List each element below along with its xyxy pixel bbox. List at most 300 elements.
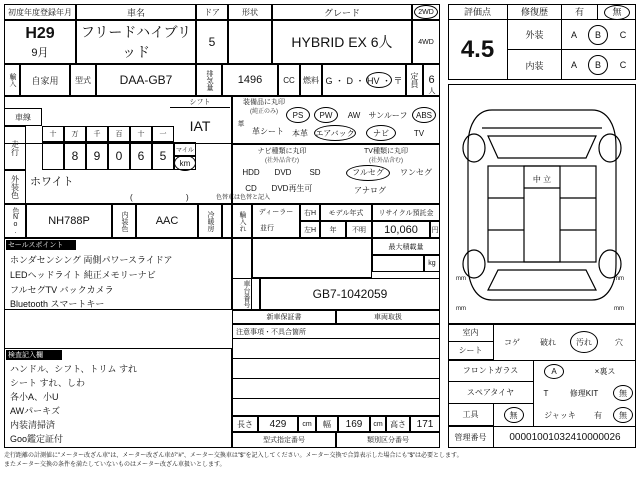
meter-col-head-1 — [64, 126, 86, 142]
exterior-grade-b-circle — [588, 25, 608, 45]
front-glass-x — [574, 360, 636, 382]
capacity-value-text: 6 — [428, 74, 435, 86]
model-year-label — [320, 204, 372, 221]
height-value — [410, 416, 440, 432]
equip-tv — [406, 126, 432, 140]
type-value — [96, 64, 196, 96]
spare-tire-label — [448, 382, 534, 404]
inspection-title-text: 検査記入欄 — [8, 352, 43, 359]
navi-hdd-text: HDD — [242, 168, 260, 177]
sales-line-0 — [10, 252, 228, 266]
shift-label — [170, 97, 230, 108]
control-number-value — [494, 426, 636, 448]
type-label — [70, 64, 96, 96]
cooler-label — [198, 204, 222, 238]
dealer-label-text: ディーラー — [258, 209, 294, 216]
navi-hdd — [238, 166, 264, 179]
new-car-warranty-label-text: 新車保証書 — [266, 314, 302, 321]
meter-col-head-2-text: 千 — [93, 131, 101, 138]
class-label-text: 類別区分番号 — [367, 437, 409, 444]
month-unit: 月 — [37, 46, 49, 59]
notes-label — [236, 326, 356, 338]
meter-col-head-4 — [130, 126, 152, 142]
equip-airbag-circle — [314, 125, 356, 141]
equip-main-leather — [286, 126, 314, 140]
recycle-value — [372, 221, 430, 238]
footer-line-2: またメーター交換の条件を満たしていないものはメーター改ざん車扱いとします。 — [4, 461, 226, 468]
fuel-value — [322, 64, 406, 96]
rh-label-text: 右H — [303, 209, 317, 217]
registered-number-value — [252, 238, 372, 278]
tv-fullseg-text: フルセグ — [352, 168, 384, 177]
type-label-text: 型式 — [75, 75, 91, 85]
cooler-value — [222, 204, 232, 238]
interior-item-yabure — [530, 324, 566, 360]
equip-aw — [342, 108, 366, 122]
meter-digit-1-text: 8 — [71, 149, 79, 163]
length-label — [232, 416, 258, 432]
header-shape-label-text: 形状 — [242, 7, 258, 17]
max-load-value — [372, 255, 424, 272]
meter-unit-mile-text: マイル — [176, 147, 194, 154]
diagram-mm-br — [614, 306, 624, 312]
fuel-label-text: 燃料 — [303, 75, 319, 85]
inspection-line-3-text: AWパーキズ — [10, 406, 60, 416]
equip-leather-kanji-text: 革 — [237, 121, 245, 128]
color-no-label-text: 色No. — [12, 207, 19, 235]
interior-item-koge-text: コゲ — [504, 337, 520, 347]
interior-grade-c — [610, 50, 636, 80]
spare-tire-none-text: 無 — [619, 388, 627, 398]
equip-sunroof-text: サンルーフ — [368, 110, 408, 120]
exterior-color-paren-r-text: ) — [186, 192, 189, 202]
inspection-line-2-text: 各小A、小U — [10, 392, 59, 402]
inspection-line-1-text: シート すれ、しわ — [10, 378, 86, 388]
inspection-line-2 — [10, 390, 228, 403]
spare-tire-kit — [558, 382, 610, 404]
spare-tire-none-circle — [613, 385, 633, 401]
type-value-text: DAA-GB7 — [119, 73, 173, 87]
fuel-value-text: G ・ D ・ HV ・ 〒 — [325, 75, 403, 86]
meter-block-outline — [4, 144, 232, 204]
navi-sd — [302, 166, 328, 179]
tv-note — [336, 155, 436, 164]
fuel-hv-circle — [366, 72, 392, 88]
line-label — [4, 108, 42, 126]
history-no-circle — [604, 5, 630, 20]
equip-main-leather-text: 本革 — [292, 128, 308, 138]
equip-leather-seat-text: 革シート — [252, 126, 284, 136]
interior-grade-label-text: 内装 — [525, 60, 544, 71]
sales-points-title-text: セールスポイント — [8, 242, 64, 249]
header-4wd-label — [412, 20, 440, 64]
score-title — [448, 4, 508, 20]
owner-type — [20, 64, 70, 96]
displacement-label — [196, 64, 222, 96]
width-value-text: 169 — [345, 418, 363, 430]
tv-oneseg-text: ワンセグ — [400, 168, 432, 177]
height-label — [386, 416, 410, 432]
exterior-color-label-text: 外装色 — [10, 175, 20, 199]
exterior-grade-a-text: A — [570, 29, 577, 40]
equip-ps-circle — [286, 107, 310, 123]
equip-abs-text: ABS — [415, 110, 432, 120]
header-name-label-text: 車名 — [126, 7, 145, 18]
jack-label-text: ジャッキ — [544, 410, 576, 420]
frame-number-value-text: GB7-1042059 — [312, 287, 388, 301]
length-unit-text: cm — [302, 420, 312, 428]
inspection-title — [6, 350, 62, 360]
tools-none-left-text: 無 — [509, 410, 518, 420]
interior-item-ana-text: 穴 — [615, 337, 623, 347]
car-diagram — [452, 88, 632, 320]
interior-seat-label-text: シート — [458, 346, 483, 355]
navi-dvd-text: DVD — [274, 168, 292, 177]
sales-line-0-text: ホンダセンシング 両側パワースライドア — [10, 254, 173, 265]
new-car-warranty-label — [232, 310, 336, 324]
vehicle-handling-label-text: 車両取扱 — [374, 314, 402, 321]
inspection-line-5-text: Goo鑑定証付 — [10, 434, 64, 444]
length-value — [258, 416, 298, 432]
grade-value-text: HYBRID EX 6人 — [291, 34, 393, 50]
equip-aw-text: AW — [347, 110, 361, 120]
frame-number-value — [260, 278, 440, 310]
history-title-text: 修復歴 — [520, 7, 548, 17]
front-glass-a-text: A — [551, 366, 557, 376]
drive-2wd-circle — [414, 5, 438, 19]
lh-label — [300, 221, 320, 238]
navi-note — [234, 155, 330, 164]
equip-navi-text: ナビ — [373, 128, 389, 138]
recycle-unit-text: 円 — [431, 226, 439, 234]
jack-no-circle — [613, 407, 633, 423]
equip-leather-kanji — [234, 118, 248, 130]
max-load-label-text: 最大積載量 — [388, 243, 424, 251]
header-name-label — [76, 4, 196, 20]
interior-room-label — [448, 324, 494, 342]
interior-item-koge — [494, 324, 530, 360]
car-diagram-svg — [452, 88, 632, 320]
jack-yes-text: 有 — [594, 410, 602, 420]
interior-room-label-text: 室内 — [462, 328, 479, 337]
dealer-sub-text: 並行 — [260, 225, 274, 232]
control-number-value-text: 00001001032410000026 — [509, 431, 621, 443]
history-yes — [562, 4, 598, 20]
notes-rule-3 — [232, 378, 440, 379]
score-value-text: 4.5 — [460, 36, 495, 63]
equip-ps-text: PS — [292, 110, 304, 120]
diagram-mm-br-text: mm — [614, 306, 624, 312]
vehicle-handling-label — [336, 310, 440, 324]
vehicle-name-text: フリードハイブリッド — [80, 24, 192, 60]
diagram-mm-tr-text: mm — [614, 276, 624, 282]
cc-unit — [278, 64, 300, 96]
owner-type-text: 自家用 — [31, 75, 59, 86]
exterior-grade-label-text: 外装 — [525, 30, 544, 40]
width-label-text: 幅 — [323, 419, 331, 429]
interior-grade-label — [508, 50, 562, 80]
sales-line-2 — [10, 282, 228, 296]
tv-analog — [348, 184, 392, 197]
tools-none-left-circle — [504, 407, 524, 423]
model-year-unknown — [346, 221, 372, 238]
notes-rule-4 — [232, 398, 440, 399]
history-title — [508, 4, 562, 20]
capacity-unit-text: 人 — [428, 88, 436, 95]
meter-col-head-3-text: 百 — [115, 131, 123, 138]
shift-label-text: シフト — [189, 99, 211, 106]
navi-cd-text: CD — [245, 184, 257, 193]
shape-value — [228, 20, 272, 64]
frame-number-label — [232, 278, 260, 310]
vehicle-name-value — [76, 20, 196, 64]
equip-abs-circle — [412, 107, 436, 123]
header-door-label-text: ドア — [204, 7, 220, 17]
door-value-text: 5 — [208, 35, 216, 49]
meter-digit-2-text: 9 — [93, 149, 101, 163]
max-load-unit — [424, 255, 440, 272]
max-load-label — [372, 238, 440, 255]
notes-label-text: 注意事項・不具合箇所 — [236, 329, 306, 336]
sales-line-3-text: Bluetooth スマートキー — [10, 298, 105, 309]
length-unit — [298, 416, 316, 432]
capacity-label — [406, 64, 423, 96]
equip-navi-circle — [366, 125, 396, 141]
color-note-text: 色替車は色替と記入 — [215, 194, 270, 201]
model-year-unit-text: 年 — [329, 226, 337, 234]
header-grade-label — [272, 4, 412, 20]
meter-digit-3-text: 0 — [115, 149, 123, 163]
control-number-label-text: 管理番号 — [454, 432, 487, 442]
header-shape-label — [228, 4, 272, 20]
inspection-line-0-text: ハンドル、シフト、トリム すれ — [10, 364, 137, 374]
spare-tire-kit-text: 修理KIT — [569, 388, 599, 398]
spare-tire-t — [534, 382, 558, 404]
meter-col-head-1-text: 万 — [71, 131, 79, 138]
jack-label — [534, 404, 586, 426]
length-value-text: 429 — [269, 418, 287, 430]
rh-label — [300, 204, 320, 221]
color-no-value — [26, 204, 112, 238]
diagram-mm-tl — [456, 276, 466, 282]
mileage-label-text: 走行 — [10, 140, 20, 156]
navi-label-text: ナビ種類に丸印 — [257, 148, 307, 155]
width-unit-text: cm — [373, 420, 383, 428]
import-label — [4, 64, 20, 96]
color-no-value-text: NH788P — [48, 215, 90, 227]
import-label-text: 輸入 — [9, 73, 16, 87]
sales-points-title — [6, 240, 76, 250]
lh-label-text: 左H — [303, 226, 317, 234]
navi-sd-text: SD — [309, 168, 321, 177]
inner-color-label-text: 内装色 — [121, 210, 128, 232]
capacity-unit — [424, 86, 440, 96]
color-no-label — [4, 204, 26, 238]
tools-label — [448, 404, 494, 426]
height-value-text: 171 — [416, 418, 434, 430]
tv-analog-text: アナログ — [354, 186, 386, 195]
meter-digit-4-text: 6 — [137, 149, 145, 163]
front-glass-a-circle — [544, 364, 564, 379]
navi-dvd-play — [266, 182, 318, 195]
equipment-note-text: (純正のみ) — [250, 108, 278, 115]
score-title-text: 評価点 — [463, 7, 491, 17]
equipment-label-text: 装備品に丸印 — [243, 99, 285, 106]
recycle-unit — [430, 221, 440, 238]
grade-value — [272, 20, 412, 64]
dealer-label — [252, 205, 300, 219]
footer-line-1: 走行距離の計測値に"メーター改ざん車"は、メーター改ざん車が"#"、メーター交換車は"$"を記入してください。メーター交換で合算表示した場合にも"$"は必要とします。 — [4, 453, 463, 459]
recycle-value-text: 10,060 — [384, 223, 418, 236]
header-grade-label-text: グレード — [323, 7, 360, 18]
recycle-label-text: リサイクル預託金 — [378, 209, 434, 217]
sales-line-1-text: LEDヘッドライト 純正メモリーナビ — [10, 269, 156, 280]
length-label-text: 長さ — [237, 419, 253, 429]
exterior-grade-a — [562, 20, 586, 50]
frame-number-label-text: 車台番号 — [243, 280, 250, 308]
tv-note-text: (社外品含む) — [369, 158, 403, 164]
inspection-line-1 — [10, 376, 228, 389]
header-year-label — [4, 4, 76, 20]
tv-fullseg-circle — [346, 165, 390, 181]
equip-pw-text: PW — [319, 110, 333, 120]
interior-grade-b-text: B — [594, 60, 601, 70]
model-year-unit — [320, 221, 346, 238]
tv-oneseg — [396, 166, 436, 179]
navi-note-text: (社外品含む) — [265, 158, 299, 164]
shift-value — [170, 110, 230, 142]
sales-line-1 — [10, 267, 228, 281]
equipment-note — [234, 106, 294, 114]
history-yes-text: 有 — [574, 7, 584, 17]
recycle-label — [372, 204, 440, 221]
footer-note — [4, 452, 636, 469]
capacity-label-text: 定員 — [410, 72, 419, 88]
exterior-grade-label — [508, 20, 562, 50]
cooler-label-text: 冷暖房 — [207, 210, 214, 232]
meter-unit-km-text: km — [179, 158, 191, 168]
diagram-mm-tr — [614, 276, 624, 282]
model-year-label-text: モデル年式 — [328, 209, 364, 217]
jack-yes — [586, 404, 610, 426]
front-glass-label-text: フロントガラス — [462, 366, 519, 375]
width-value — [338, 416, 370, 432]
class-label — [336, 432, 440, 448]
exterior-grade-c — [610, 20, 636, 50]
inspection-line-0 — [10, 362, 228, 375]
header-4wd-text: 4WD — [418, 38, 434, 46]
model-spec-label-text: 型式指定番号 — [263, 437, 305, 444]
front-glass-label — [448, 360, 534, 382]
front-glass-x-text: ×裏ス — [594, 366, 616, 376]
meter-col-head-4-text: 十 — [137, 131, 145, 138]
model-spec-label — [232, 432, 336, 448]
inspection-line-3 — [10, 404, 228, 417]
score-value — [448, 20, 508, 80]
height-label-text: 高さ — [390, 419, 406, 429]
meter-col-head-0-text: 十 — [49, 131, 57, 138]
interior-item-yabure-text: 破れ — [540, 337, 556, 347]
shift-value-text: IAT — [189, 118, 211, 134]
inner-color-label — [112, 204, 136, 238]
tv-label-text: TV種類に丸印 — [364, 148, 408, 155]
header-year-label-text: 初度年度登録年月 — [8, 7, 72, 17]
tools-label-text: 工具 — [462, 410, 479, 419]
interior-item-yogore-text: 汚れ — [576, 337, 592, 347]
navi-cd — [238, 182, 264, 195]
spare-tire-label-text: スペアタイヤ — [466, 388, 515, 397]
diagram-mm-bl — [456, 306, 466, 312]
control-number-label — [448, 426, 494, 448]
width-unit — [370, 416, 386, 432]
inner-color-value — [136, 204, 198, 238]
navi-dvd — [270, 166, 296, 179]
inspection-line-5 — [10, 432, 228, 445]
spare-tire-t-text: T — [543, 388, 549, 398]
header-2wd-text: 2WD — [418, 8, 434, 16]
notes-rule-1 — [232, 338, 440, 339]
wheel-label — [232, 204, 252, 238]
fuel-label — [300, 64, 322, 96]
dealer-sub — [252, 221, 282, 235]
displacement-value-text: 1496 — [237, 74, 263, 86]
inspection-line-4 — [10, 418, 228, 431]
svg-text:中 立: 中 立 — [532, 175, 552, 184]
exterior-color-paren-l-text: ( — [130, 192, 133, 202]
equip-airbag-text: エアバック — [315, 128, 355, 138]
meter-col-head-5-text: 一 — [159, 131, 167, 138]
interior-item-ana — [602, 324, 636, 360]
meter-col-head-5 — [152, 126, 174, 142]
cc-unit-text: CC — [283, 75, 295, 85]
interior-grade-a-text: A — [570, 60, 577, 70]
wheel-label-text: 輪入れ — [239, 210, 246, 232]
sales-line-2-text: フルセグTV バックカメラ — [10, 284, 114, 295]
history-no-text: 無 — [612, 7, 622, 17]
notes-rule-2 — [232, 358, 440, 359]
interior-seat-label — [448, 342, 494, 360]
displacement-label-text: 排気量 — [206, 69, 213, 91]
meter-col-head-0 — [42, 126, 64, 142]
header-year-value-cell — [4, 20, 76, 64]
exterior-grade-c-text: C — [619, 29, 627, 40]
meter-col-head-3 — [108, 126, 130, 142]
jack-no-text: 無 — [619, 410, 627, 420]
inner-color-value-text: AAC — [155, 215, 179, 227]
equip-leather-seat — [248, 124, 288, 138]
sales-line-3 — [10, 296, 228, 310]
header-door-label — [196, 4, 228, 20]
year-value: H29 — [25, 24, 55, 42]
model-year-unknown-text: 不明 — [352, 226, 366, 234]
interior-item-yogore-circle — [570, 331, 598, 353]
inspection-line-4-text: 内装清掃済 — [10, 420, 56, 430]
interior-grade-a — [562, 50, 586, 80]
interior-grade-c-text: C — [619, 60, 627, 70]
max-load-unit-text: kg — [428, 260, 436, 267]
navi-dvd-play-text: DVD再生可 — [271, 184, 313, 193]
displacement-value — [222, 64, 278, 96]
month-value: 9 — [31, 46, 38, 59]
equip-tv-text: TV — [413, 128, 425, 138]
meter-digit-5-text: 5 — [159, 149, 167, 163]
width-label — [316, 416, 338, 432]
diagram-mm-bl-text: mm — [456, 306, 466, 312]
exterior-grade-b-text: B — [594, 29, 601, 40]
diagram-mm-tl-text: mm — [456, 276, 466, 282]
equip-pw-circle — [314, 107, 338, 123]
line-label-text: 車線 — [15, 112, 31, 122]
